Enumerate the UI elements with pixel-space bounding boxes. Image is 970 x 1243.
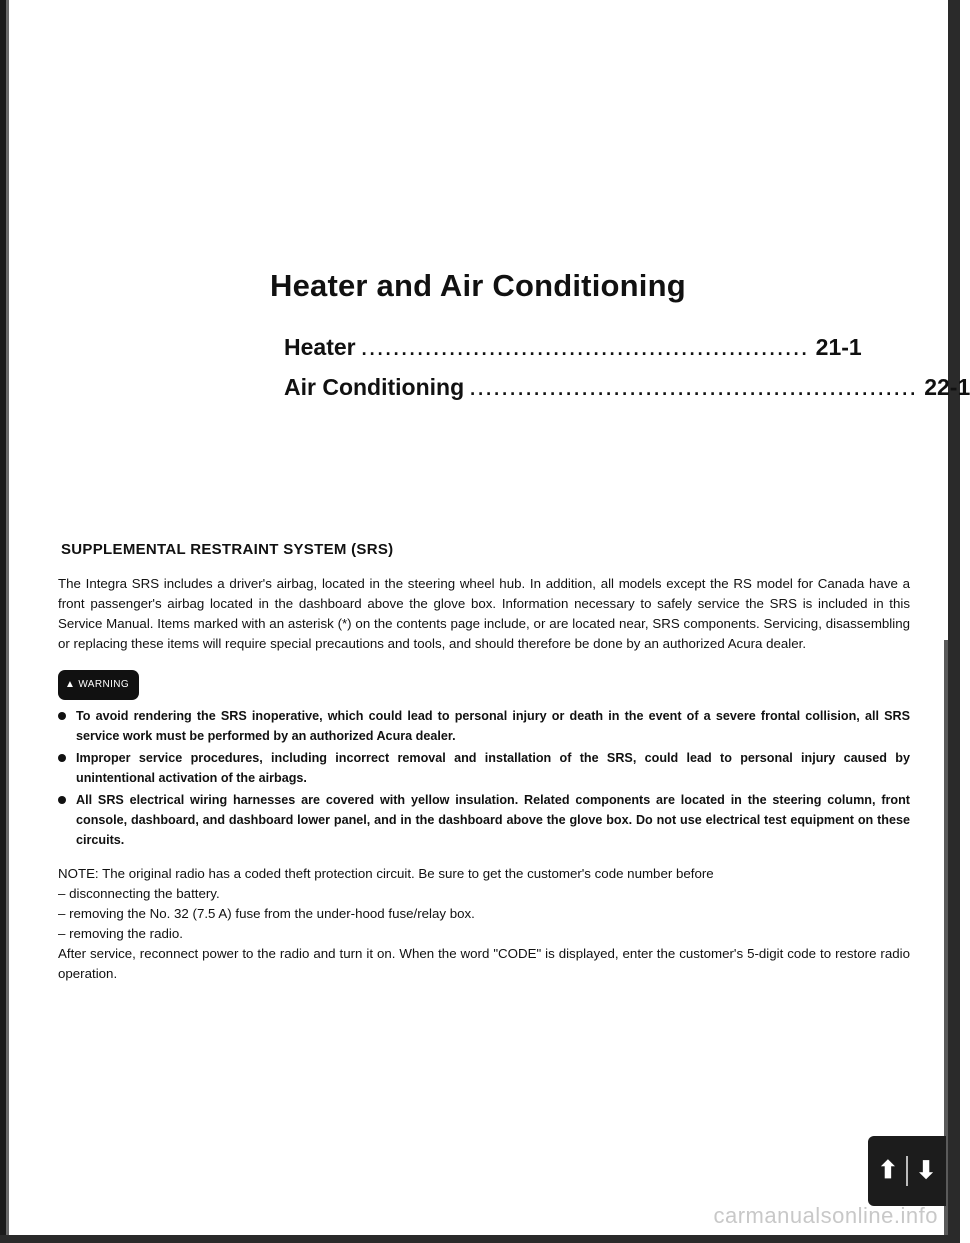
scan-left-edge-shadow [6,0,9,1243]
toc-page-number[interactable]: 22-1 [924,374,970,400]
bullet-icon [58,712,66,720]
toc-leader-dots: ........................................................ [361,339,810,359]
warning-item [58,706,910,746]
bullet-icon [58,796,66,804]
note-steps [58,884,910,944]
arrow-up-icon[interactable]: ⬆ [877,1157,898,1184]
arrow-down-icon[interactable]: ⬇ [916,1157,937,1184]
bullet-icon [58,754,66,762]
toc-entry-air-conditioning[interactable] [284,374,970,414]
scan-right-edge [948,0,960,1243]
title-block [270,268,970,414]
warning-text: To avoid rendering the SRS inoperative, which could lead to personal injury or death in the event of a severe frontal collision, all SRS service work must be performed by an authorized Acura dealer. [76,709,910,743]
warning-text: Improper service procedures, including incorrect removal and installation of the SRS, could lead to personal injury caused by unintentional activation of the airbags. [76,751,910,785]
warning-triangle-icon: ▲ [65,679,76,690]
toc-label[interactable]: Heater [284,334,356,360]
note-step: – removing the No. 32 (7.5 A) fuse from the under-hood fuse/relay box. [58,906,475,921]
toc-entry-heater[interactable] [284,334,862,374]
watermark: carmanualsonline.info [713,1203,938,1228]
page-navigation [868,1136,946,1206]
note-step: – disconnecting the battery. [58,886,220,901]
toc-leader-dots: ........................................................ [470,379,919,399]
note-step: – removing the radio. [58,926,183,941]
warning-badge [58,670,139,700]
srs-section [58,540,910,984]
srs-heading: SUPPLEMENTAL RESTRAINT SYSTEM (SRS) [61,541,394,558]
radio-note [58,864,910,984]
warning-item [58,790,910,850]
chapter-title: Heater and Air Conditioning [270,268,686,303]
toc-label[interactable]: Air Conditioning [284,374,465,400]
toc-page-number[interactable]: 21-1 [815,334,862,360]
scan-bottom-edge [0,1235,960,1243]
warning-label: WARNING [78,679,130,690]
note-outro: After service, reconnect power to the radio and turn it on. When the word "CODE" is displayed, enter the customer's 5-digit code to restore radio operation. [58,946,910,981]
warning-text: All SRS electrical wiring harnesses are covered with yellow insulation. Related components are located in the steering column, front console, dashboard, and dashboard lower panel, and in the dashboard above the glove box. Do not use electrical test equipment on these circuits. [76,793,910,847]
note-intro: NOTE: The original radio has a coded theft protection circuit. Be sure to get the customer's code number before [58,866,714,881]
warning-item [58,748,910,788]
srs-paragraph: The Integra SRS includes a driver's airbag, located in the steering wheel hub. In addition, all models except the RS model for Canada have a front passenger's airbag located in the dashboard above the glove box. Information necessary to safely service the SRS is included in this Service Manual. Items marked with an asterisk (*) on the contents page include, or are located near, SRS components. Servicing, disassembling or replacing these items will require special precautions and tools, and should therefore be done by an authorized Acura dealer. [58,576,910,651]
nav-separator [906,1156,908,1186]
warning-list [58,706,910,850]
